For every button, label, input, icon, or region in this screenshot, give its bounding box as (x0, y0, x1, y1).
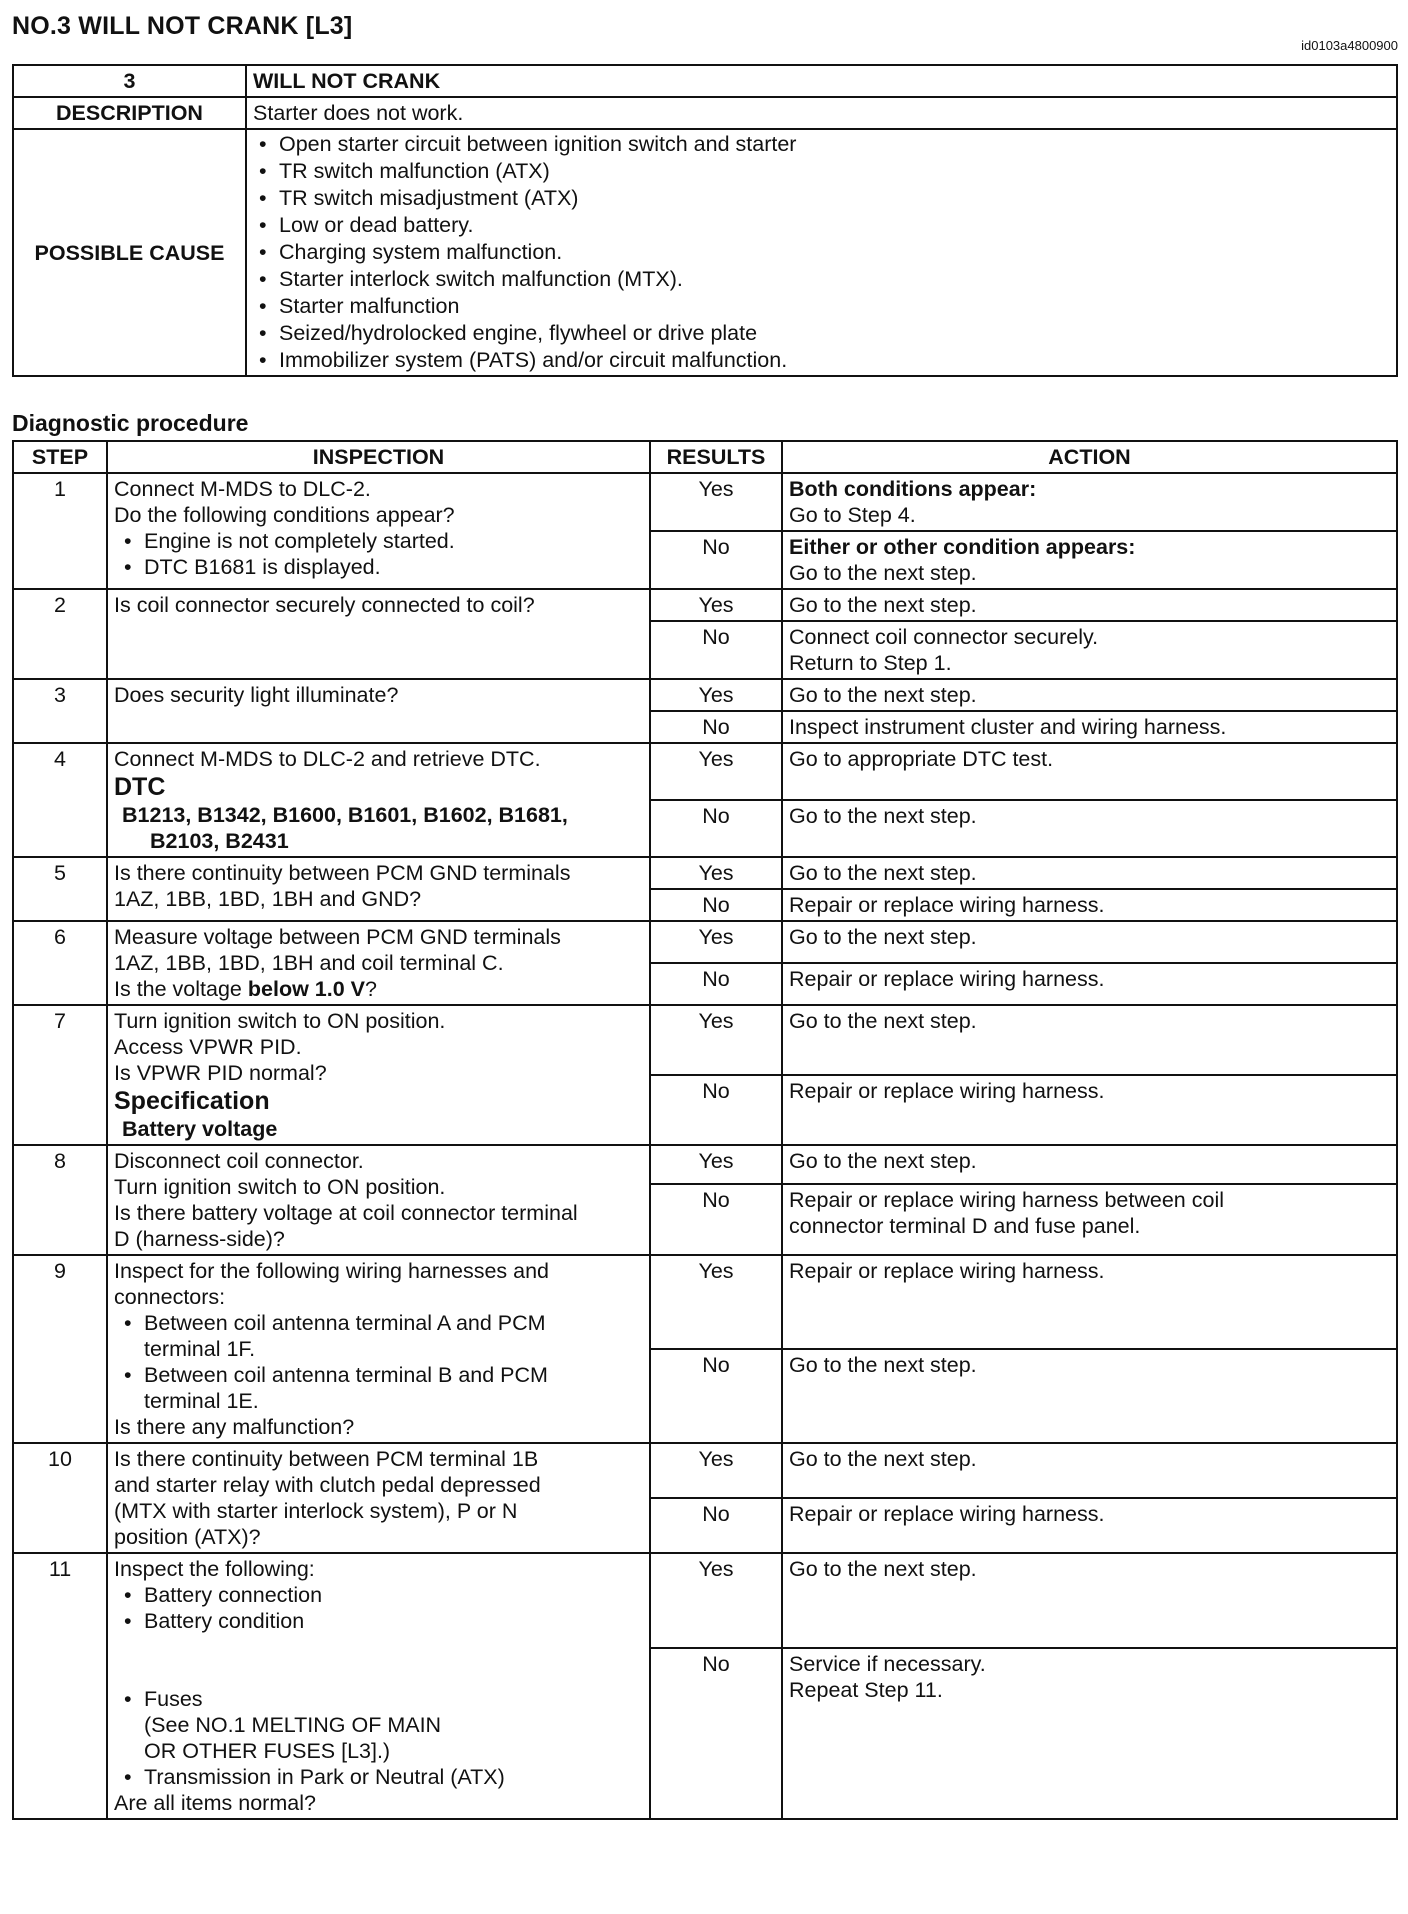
result-no: No (650, 1075, 782, 1145)
action-no: Inspect instrument cluster and wiring harness. (782, 711, 1397, 743)
step-number: 5 (13, 857, 107, 921)
description-text: Starter does not work. (246, 97, 1397, 129)
step-number: 7 (13, 1005, 107, 1145)
result-no: No (650, 1184, 782, 1255)
cause-item: • Charging system malfunction. (253, 239, 1390, 266)
cause-item: • TR switch malfunction (ATX) (253, 158, 1390, 185)
result-no: No (650, 800, 782, 857)
inspection-line: position (ATX)? (114, 1525, 261, 1549)
action-no: Go to the next step. (782, 1349, 1397, 1443)
possible-cause-list (246, 129, 1397, 376)
result-yes: Yes (650, 1145, 782, 1184)
cause-item: • Low or dead battery. (253, 212, 1390, 239)
action-no: Repair or replace wiring harness. (782, 963, 1397, 1005)
bullet-line: OR OTHER FUSES [L3].) (144, 1739, 391, 1763)
step-number: 10 (13, 1443, 107, 1553)
page-title: NO.3 WILL NOT CRANK [L3] (12, 12, 353, 40)
column-header-results: RESULTS (650, 441, 782, 473)
action-yes: Go to the next step. (782, 1553, 1397, 1648)
specification-value: Battery voltage (122, 1117, 278, 1141)
cause-item: • Starter malfunction (253, 293, 1390, 320)
step-row (13, 857, 1397, 889)
result-no: No (650, 1498, 782, 1553)
action-text: Go to Step 4. (789, 503, 916, 527)
specification-heading: Specification (114, 1087, 270, 1115)
result-yes: Yes (650, 1553, 782, 1648)
step-number: 8 (13, 1145, 107, 1255)
bullet-line: • Fuses (144, 1687, 203, 1711)
action-yes: Go to the next step. (782, 921, 1397, 963)
blank-gap (114, 1634, 643, 1686)
step-inspection (107, 857, 650, 921)
trouble-number: 3 (13, 65, 246, 97)
possible-cause-row (13, 129, 1397, 376)
summary-header-row (13, 65, 1397, 97)
step-row (13, 679, 1397, 711)
inspection-line: Is there battery voltage at coil connector terminal (114, 1201, 578, 1225)
bullet-line: (See NO.1 MELTING OF MAIN (144, 1713, 442, 1737)
inspection-line: (MTX with starter interlock system), P or N (114, 1499, 518, 1523)
step-number: 2 (13, 589, 107, 679)
action-no (782, 531, 1397, 589)
inspection-line: 1AZ, 1BB, 1BD, 1BH and coil terminal C. (114, 951, 504, 975)
dtc-list (114, 802, 643, 854)
step-inspection (107, 921, 650, 1005)
inspection-line: and starter relay with clutch pedal depressed (114, 1473, 541, 1497)
inspection-line: D (harness-side)? (114, 1227, 285, 1251)
possible-cause-label: POSSIBLE CAUSE (13, 129, 246, 376)
action-yes: Go to the next step. (782, 857, 1397, 889)
column-header-action: ACTION (782, 441, 1397, 473)
inspection-line: Turn ignition switch to ON position. (114, 1175, 446, 1199)
step-row (13, 1005, 1397, 1075)
inspection-bullet (118, 1362, 643, 1414)
step-row (13, 1443, 1397, 1498)
inspection-line: Is there continuity between PCM terminal 1B (114, 1447, 539, 1471)
action-no: Go to the next step. (782, 800, 1397, 857)
inspection-line: Inspect the following: (114, 1557, 315, 1581)
action-text: Connect coil connector securely. (789, 625, 1099, 649)
description-label: DESCRIPTION (13, 97, 246, 129)
section-heading: Diagnostic procedure (12, 410, 249, 436)
action-yes: Go to the next step. (782, 1005, 1397, 1075)
result-no: No (650, 531, 782, 589)
step-inspection: Is coil connector securely connected to coil? (107, 589, 650, 679)
inspection-bullet: • DTC B1681 is displayed. (118, 554, 643, 580)
result-yes: Yes (650, 1005, 782, 1075)
column-header-step: STEP (13, 441, 107, 473)
inspection-line: 1AZ, 1BB, 1BD, 1BH and GND? (114, 887, 422, 911)
step-row (13, 473, 1397, 531)
step-number: 6 (13, 921, 107, 1005)
inspection-line: Connect M-MDS to DLC-2 and retrieve DTC. (114, 747, 541, 771)
action-heading: Both conditions appear: (789, 477, 1037, 501)
action-no: Repair or replace wiring harness. (782, 889, 1397, 921)
inspection-question: Are all items normal? (114, 1791, 316, 1815)
inspection-bullet: • Battery condition (118, 1608, 643, 1634)
result-yes: Yes (650, 589, 782, 621)
step-inspection (107, 1255, 650, 1443)
result-yes: Yes (650, 473, 782, 531)
inspection-line: connectors: (114, 1285, 226, 1309)
action-yes (782, 473, 1397, 531)
dtc-codes: B2103, B2431 (150, 829, 289, 853)
inspection-line: Is VPWR PID normal? (114, 1061, 327, 1085)
inspection-line: Connect M-MDS to DLC-2. (114, 477, 371, 501)
result-yes: Yes (650, 1443, 782, 1498)
inspection-bullet: • Battery connection (118, 1582, 643, 1608)
dtc-codes: B1213, B1342, B1600, B1601, B1602, B1681, (122, 803, 568, 827)
result-no: No (650, 711, 782, 743)
action-yes: Go to the next step. (782, 1443, 1397, 1498)
inspection-line: Turn ignition switch to ON position. (114, 1009, 446, 1033)
action-text: Service if necessary. (789, 1651, 986, 1676)
result-no: No (650, 889, 782, 921)
action-yes: Repair or replace wiring harness. (782, 1255, 1397, 1349)
cause-item: • Open starter circuit between ignition switch and starter (253, 131, 1390, 158)
action-text: connector terminal D and fuse panel. (789, 1214, 1141, 1239)
step-inspection (107, 1443, 650, 1553)
question-mark: ? (364, 977, 377, 1001)
inspection-line: Do the following conditions appear? (114, 503, 455, 527)
diagnostic-procedure-table (12, 440, 1398, 1820)
action-yes: Go to the next step. (782, 679, 1397, 711)
action-yes: Go to the next step. (782, 1145, 1397, 1184)
result-no: No (650, 963, 782, 1005)
step-inspection (107, 473, 650, 589)
inspection-line: Is there continuity between PCM GND terminals (114, 861, 571, 885)
action-yes: Go to the next step. (782, 589, 1397, 621)
action-no: Repair or replace wiring harness. (782, 1075, 1397, 1145)
result-yes: Yes (650, 1255, 782, 1349)
table-header-row (13, 441, 1397, 473)
bullet-line: • Between coil antenna terminal B and PCM (144, 1363, 548, 1387)
action-text: Return to Step 1. (789, 651, 952, 675)
summary-table (12, 64, 1398, 377)
action-yes: Go to appropriate DTC test. (782, 743, 1397, 800)
inspection-line: Measure voltage between PCM GND terminals (114, 925, 561, 949)
inspection-bullet (118, 1686, 643, 1764)
inspection-line: Disconnect coil connector. (114, 1149, 364, 1173)
voltage-threshold: below 1.0 V (247, 977, 365, 1001)
bullet-line: • Between coil antenna terminal A and PCM (144, 1311, 546, 1335)
step-row (13, 743, 1397, 800)
result-yes: Yes (650, 921, 782, 963)
step-number: 1 (13, 473, 107, 589)
result-no: No (650, 621, 782, 679)
action-heading: Either or other condition appears: (789, 535, 1136, 559)
step-row (13, 1145, 1397, 1184)
bullet-line: terminal 1E. (144, 1389, 259, 1413)
description-row (13, 97, 1397, 129)
inspection-line: Access VPWR PID. (114, 1035, 302, 1059)
inspection-bullet: • Engine is not completely started. (118, 528, 643, 554)
inspection-bullet: • Transmission in Park or Neutral (ATX) (118, 1764, 643, 1790)
bullet-line: terminal 1F. (144, 1337, 256, 1361)
action-no (782, 1648, 1397, 1819)
step-row (13, 1255, 1397, 1349)
inspection-question: Is there any malfunction? (114, 1415, 355, 1439)
result-yes: Yes (650, 857, 782, 889)
cause-item: • Immobilizer system (PATS) and/or circuit malfunction. (253, 347, 1390, 374)
cause-item: • Seized/hydrolocked engine, flywheel or drive plate (253, 320, 1390, 347)
step-inspection (107, 1145, 650, 1255)
step-inspection (107, 743, 650, 857)
action-no (782, 1184, 1397, 1255)
inspection-line: Inspect for the following wiring harnesses and (114, 1259, 550, 1283)
question-text: Is the voltage (114, 977, 248, 1001)
step-number: 3 (13, 679, 107, 743)
document-id: id0103a4800900 (1301, 38, 1398, 53)
step-inspection: Does security light illuminate? (107, 679, 650, 743)
step-row (13, 1553, 1397, 1648)
dtc-heading: DTC (114, 773, 166, 801)
trouble-name: WILL NOT CRANK (246, 65, 1397, 97)
cause-item: • Starter interlock switch malfunction (MTX). (253, 266, 1390, 293)
action-no (782, 621, 1397, 679)
result-yes: Yes (650, 743, 782, 800)
step-number: 4 (13, 743, 107, 857)
action-text: Go to the next step. (789, 561, 977, 585)
inspection-question (114, 976, 643, 1002)
step-row (13, 589, 1397, 621)
result-no: No (650, 1349, 782, 1443)
step-inspection (107, 1553, 650, 1819)
step-number: 11 (13, 1553, 107, 1819)
column-header-inspection: INSPECTION (107, 441, 650, 473)
step-number: 9 (13, 1255, 107, 1443)
result-no: No (650, 1648, 782, 1819)
action-text: Repair or replace wiring harness between coil (789, 1188, 1224, 1213)
inspection-bullet (118, 1310, 643, 1362)
action-text: Repeat Step 11. (789, 1677, 943, 1702)
step-inspection (107, 1005, 650, 1145)
result-yes: Yes (650, 679, 782, 711)
step-row (13, 921, 1397, 963)
cause-item: • TR switch misadjustment (ATX) (253, 185, 1390, 212)
action-no: Repair or replace wiring harness. (782, 1498, 1397, 1553)
